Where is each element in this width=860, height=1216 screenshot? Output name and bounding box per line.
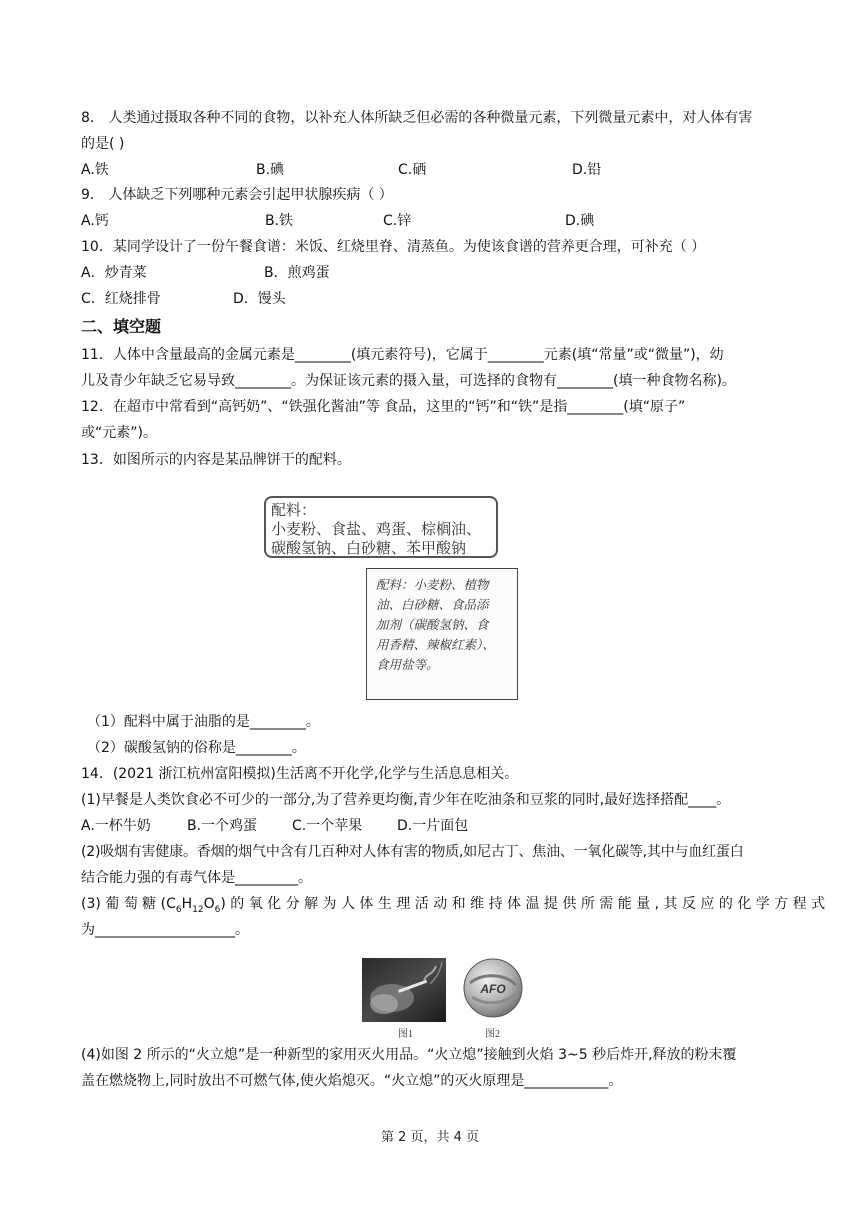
ball-logo-text: AFO: [480, 982, 506, 996]
ingredients-box-printed-line: 小麦粉、食盐、鸡蛋、棕榈油、: [271, 520, 482, 538]
q12-line1: 12．在超市中常看到“高钙奶”、“铁强化酱油”等 食品，这里的“钙”和“铁”是指________(填“原子”: [81, 399, 686, 415]
q8-stem-line2: 的是( ): [81, 136, 125, 152]
q14-part3-line2: 为____________________。: [81, 922, 249, 938]
ingredients-box-handwritten-line: 配料：小麦粉、植物: [376, 577, 489, 592]
q14-option-b: B.一个鸡蛋: [187, 818, 258, 834]
ingredients-box-printed-line: 碳酸氢钠、白砂糖、苯甲酸钠: [271, 539, 467, 557]
ingredients-box-handwritten-line: 加剂（碳酸氢钠、食: [376, 617, 489, 632]
q14-part1: (1)早餐是人类饮食必不可少的一部分,为了营养更均衡,青少年在吃油条和豆浆的同时,最好选择搭配____。: [81, 792, 731, 808]
subscript: 6: [214, 904, 221, 915]
smoking-photo: [362, 958, 446, 1022]
ingredients-box-handwritten-line: 用香精、辣椒红素）、: [376, 637, 495, 652]
q11-line2: 儿及青少年缺乏它易导致________。为保证该元素的摄入量，可选择的食物有________(填一种食物名称)。: [81, 373, 736, 389]
subscript: 6: [175, 904, 182, 915]
ingredients-box-handwritten-line: 食用盐等。: [376, 657, 439, 672]
q14-part2-line2: 结合能力强的有毒气体是_________。: [81, 870, 312, 886]
q13-stem: 13．如图所示的内容是某品牌饼干的配料。: [81, 452, 351, 468]
fire-extinguisher-ball-image: [462, 955, 524, 1021]
q13-sub2: （2）碳酸氢钠的俗称是________。: [87, 740, 306, 756]
q8-stem-line1: 8． 人类通过摄取各种不同的食物，以补充人体所缺乏但必需的各种微量元素，下列微量元素中，对人体有害: [81, 110, 753, 126]
q9-option-c: C.锌: [383, 213, 412, 229]
q10-option-c: C．红烧排骨: [81, 291, 161, 307]
q10-option-b: B．煎鸡蛋: [264, 265, 330, 281]
ingredients-box-printed: [264, 496, 498, 558]
q9-option-b: B.铁: [265, 213, 294, 229]
q9-option-a: A.钙: [81, 213, 109, 229]
q8-option-a: A.铁: [81, 162, 109, 178]
q14-option-c: C.一个苹果: [292, 818, 363, 834]
q14-stem: 14．(2021 浙江杭州富阳模拟)生活离不开化学,化学与生活息息相关。: [81, 766, 519, 782]
formula-element: O: [203, 896, 215, 912]
figure2-caption: 图2: [485, 1029, 500, 1040]
q10-stem: 10．某同学设计了一份午餐食谱：米饭、红烧里脊、清蒸鱼。为使该食谱的营养更合理，可补充（ ）: [81, 239, 706, 255]
q12-line2: 或“元素”)。: [81, 425, 157, 441]
q14-part4-line2: 盖在燃烧物上,同时放出不可燃气体,使火焰熄灭。“火立熄”的灭火原理是____________。: [81, 1073, 623, 1089]
ingredients-box-handwritten: [366, 568, 518, 700]
q14-option-a: A.一杯牛奶: [81, 818, 151, 834]
q8-option-b: B.碘: [256, 162, 285, 178]
q14-part4-line1: (4)如图 2 所示的“火立熄”是一种新型的家用灭火用品。“火立熄”接触到火焰 3~5 秒后炸开,释放的粉末覆: [81, 1047, 737, 1063]
formula-element: H: [181, 896, 193, 912]
q14-part2-line1: (2)吸烟有害健康。香烟的烟气中含有几百种对人体有害的物质,如尼古丁、焦油、一氧化碳等,其中与血红蛋白: [81, 844, 744, 860]
q10-option-d: D．馒头: [233, 291, 286, 307]
q14-part3-text: ) 的 氧 化 分 解 为 人 体 生 理 活 动 和 维 持 体 温 提 供 所 需 能 量 , 其 反 应 的 化 学 方 程 式: [220, 896, 826, 912]
ingredients-box-printed-line: 配料：: [271, 501, 317, 519]
q8-option-d: D.铅: [572, 162, 602, 178]
q9-stem: 9． 人体缺乏下列哪种元素会引起甲状腺疾病（ ）: [81, 187, 393, 203]
q14-option-d: D.一片面包: [397, 818, 469, 834]
ingredients-box-handwritten-line: 油、白砂糖、食品添: [376, 597, 489, 612]
q9-option-d: D.碘: [565, 213, 595, 229]
q8-option-c: C.硒: [398, 162, 427, 178]
q11-line1: 11．人体中含量最高的金属元素是________(填元素符号)，它属于________元素(填“常量”或“微量”)，幼: [81, 347, 724, 363]
section-heading: 二、填空题: [81, 317, 162, 336]
subscript: 12: [192, 904, 204, 915]
q14-part3-text: (3) 葡 萄 糖 (C: [81, 896, 176, 912]
q13-sub1: （1）配料中属于油脂的是________。: [87, 714, 320, 730]
q10-option-a: A．炒青菜: [81, 265, 147, 281]
q14-part3-line1: [81, 894, 825, 914]
figure1-caption: 图1: [398, 1029, 413, 1040]
page-footer: 第 2 页，共 4 页: [380, 1130, 480, 1145]
